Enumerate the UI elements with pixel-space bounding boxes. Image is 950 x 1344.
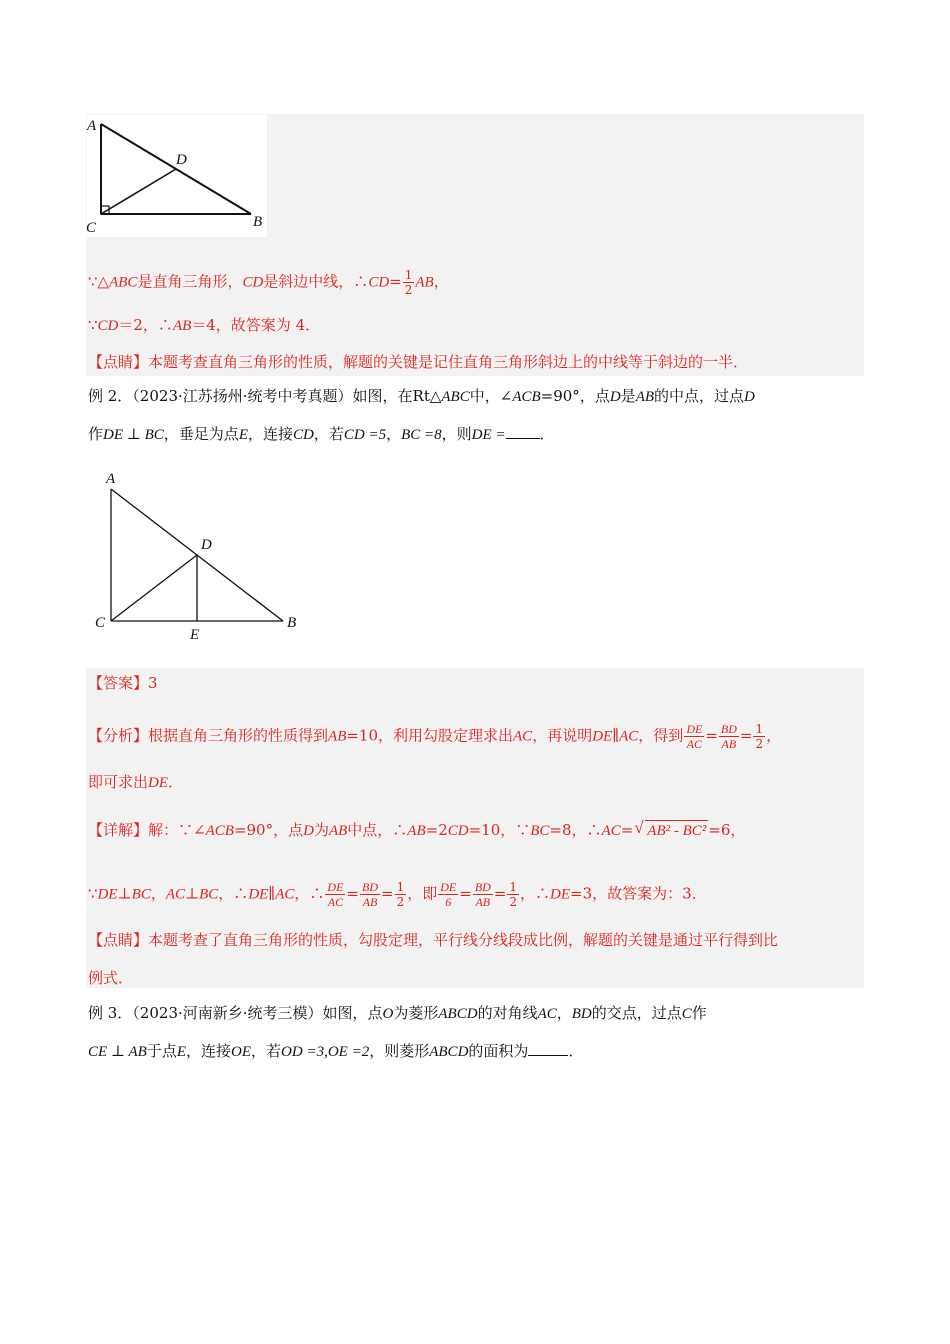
- label-e: E: [190, 627, 200, 643]
- label-b: B: [253, 214, 263, 230]
- label-d: D: [201, 537, 212, 553]
- label-c: C: [86, 220, 97, 236]
- fraction-bd-ab: $\frac{BD}{AB}$: [362, 880, 378, 909]
- figure-1-triangle: [80, 112, 270, 240]
- label-a: A: [106, 471, 116, 487]
- fraction-half: $\frac{1}{2}$: [509, 880, 518, 909]
- square-root: √ AB² - BC²: [645, 820, 708, 841]
- solution-2-tip-line-2: 例式．: [88, 969, 134, 987]
- fraction-bd-ab: $\frac{BD}{AB}$: [720, 722, 737, 751]
- label-c: C: [95, 615, 106, 631]
- fraction-de-6: $\frac{DE}{6}$: [440, 880, 457, 909]
- label-b: B: [287, 615, 297, 631]
- fraction-de-ac: $\frac{DE}{AC}$: [327, 880, 344, 909]
- answer-line: 【答案】3: [88, 674, 158, 692]
- figure-1-background: [87, 115, 267, 237]
- answer-blank-2[interactable]: [506, 424, 540, 439]
- detail-line-1: 【详解】解：∵∠ACB=90°，点D为AB中点，∴AB=2CD=10，∵BC=8，∴AC=√ AB² - BC² =6，: [88, 820, 745, 841]
- example-2-line-2: 作DE ⊥ BC，垂足为点E，连接CD，若CD =5，BC =8，则DE = ．: [88, 425, 555, 443]
- fraction-de-ac: $\frac{DE}{AC}$: [686, 722, 703, 751]
- solution-2-tip-line-1: 【点睛】本题考查了直角三角形的性质，勾股定理，平行线分线段成比例，解题的关键是通过平行得到比: [88, 931, 779, 949]
- analysis-line-2: 即可求出DE．: [88, 773, 184, 791]
- fraction-bd-ab: $\frac{BD}{AB}$: [474, 880, 491, 909]
- solution-1-tip: 【点睛】本题考查直角三角形的性质，解题的关键是记住直角三角形斜边上的中线等于斜边的一半．: [88, 353, 749, 371]
- figure-2-triangle: [88, 466, 308, 646]
- fraction-half: $\frac{1}{2}$: [404, 268, 413, 297]
- label-a: A: [87, 118, 97, 134]
- answer-blank-3[interactable]: [528, 1041, 568, 1056]
- fraction-half: $\frac{1}{2}$: [396, 880, 405, 909]
- fraction-half: $\frac{1}{2}$: [755, 722, 764, 751]
- example-2-line-1: 例 2．（2023·江苏扬州·统考中考真题）如图，在Rt△ABC中，∠ACB=90°，点D是AB的中点，过点D: [88, 387, 755, 405]
- label-d: D: [176, 152, 187, 168]
- detail-line-2: ∵DE⊥BC，AC⊥BC，∴DE∥AC，∴ $\frac{DE}{AC}$ = $\frac{BD}{AB}$ = $\frac{1}{2}$ ，即 $\frac{DE}{6}$ = $\frac{BD}{AB}$ = $\frac{1}{2}$ ，∴DE=3，故答案为：3．: [88, 880, 707, 909]
- analysis-line-1: 【分析】根据直角三角形的性质得到AB=10，利用勾股定理求出AC，再说明DE∥AC，得到 $\frac{DE}{AC}$ = $\frac{BD}{AB}$ = $\frac{1}{2}$ ，: [88, 722, 782, 751]
- segment-cd: [111, 555, 197, 621]
- example-3-line-1: 例 3．（2023·河南新乡·统考三模）如图，点O为菱形ABCD的对角线AC，BD的交点，过点C作: [88, 1004, 707, 1022]
- example-3-line-2: CE ⊥ AB于点E，连接OE，若OD =3,OE =2，则菱形ABCD的面积为 ．: [88, 1042, 584, 1060]
- solution-1-line-1: ∵△ABC是直角三角形，CD是斜边中线，∴CD= $\frac{1}{2}$ AB，: [88, 268, 449, 297]
- solution-1-line-2: ∵CD＝2，∴AB＝4，故答案为 4．: [88, 316, 321, 334]
